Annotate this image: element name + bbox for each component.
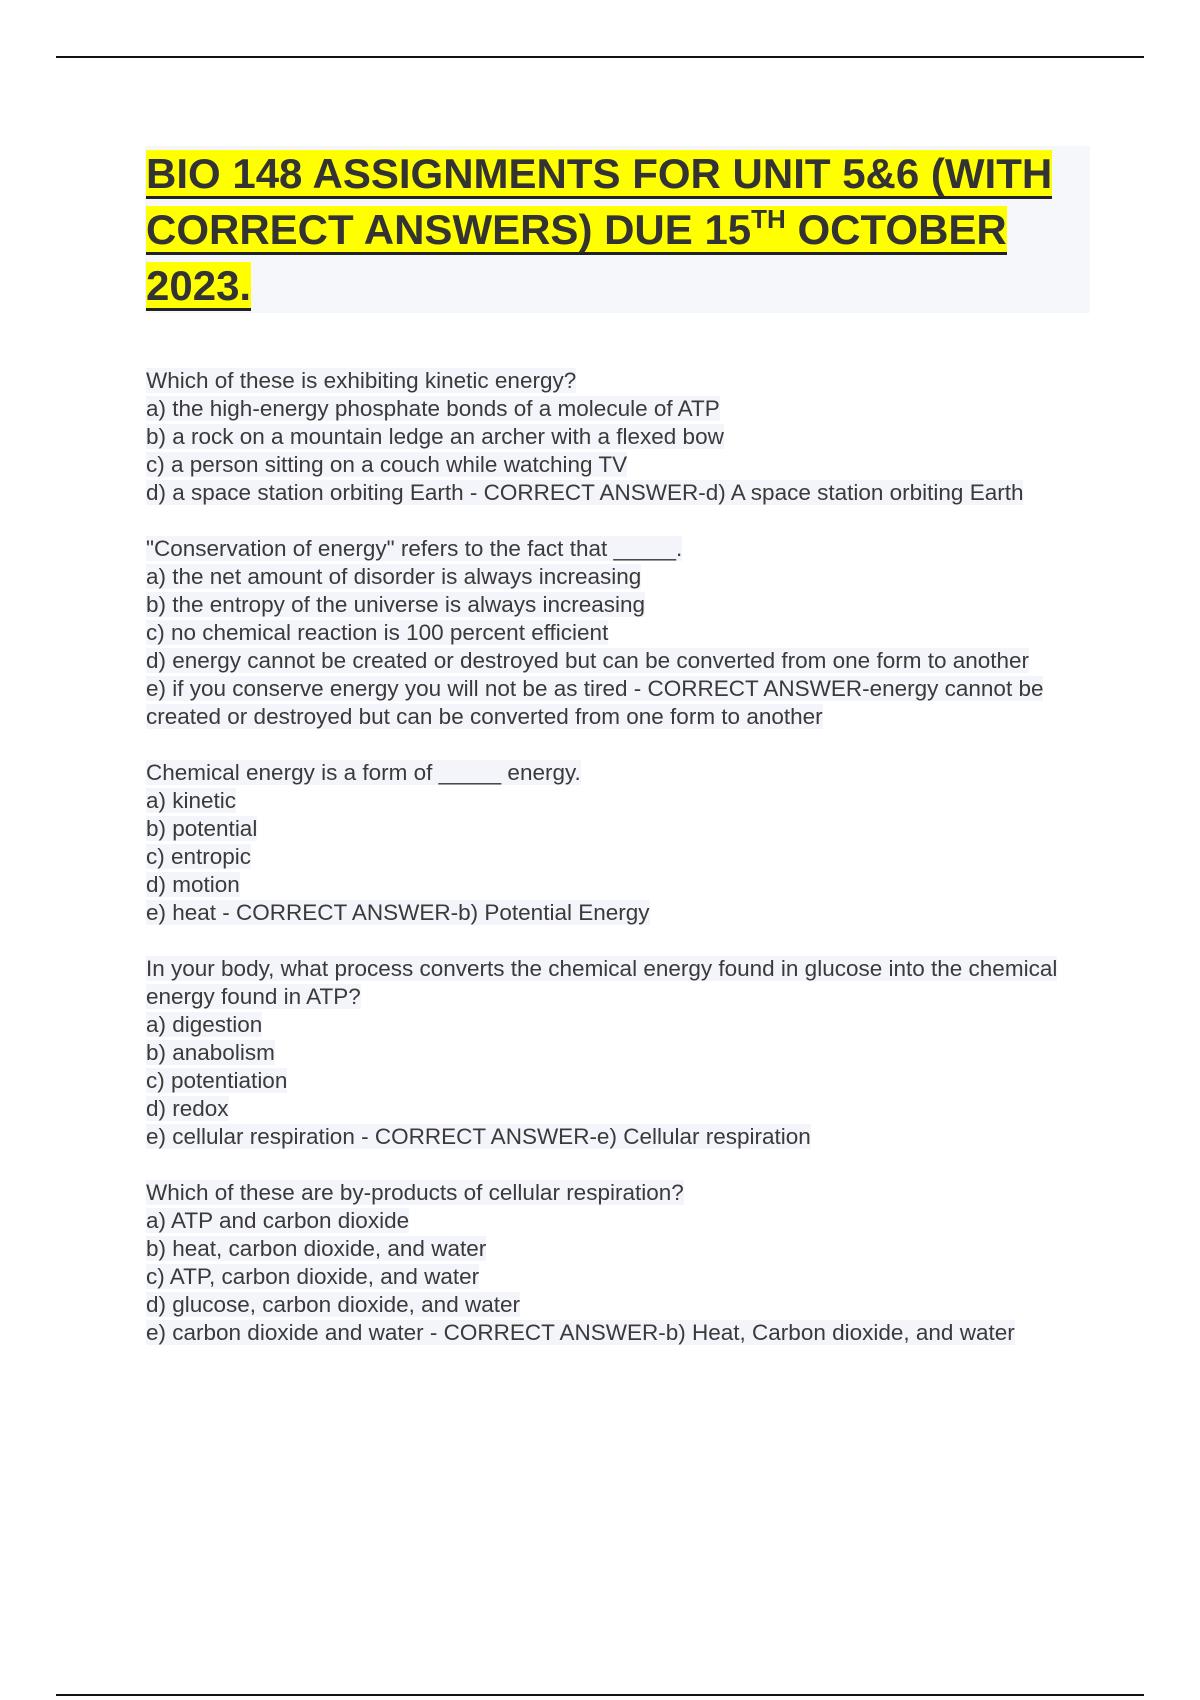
question-text-line: Chemical energy is a form of _____ energy. — [146, 760, 581, 785]
answer-option-line: c) ATP, carbon dioxide, and water — [146, 1264, 480, 1289]
answer-option — [146, 1291, 1106, 1319]
answer-option-line: d) a space station orbiting Earth - CORRECT ANSWER-d) A space station orbiting Earth — [146, 480, 1024, 505]
answer-option-line: b) the entropy of the universe is always increasing — [146, 592, 646, 617]
answer-option-line: b) a rock on a mountain ledge an archer with a flexed bow — [146, 424, 724, 449]
answer-option-line: c) no chemical reaction is 100 percent efficient — [146, 620, 609, 645]
answer-option — [146, 1235, 1106, 1263]
answer-option — [146, 479, 1106, 507]
answer-option — [146, 423, 1106, 451]
question-text — [146, 759, 1106, 787]
answer-option — [146, 619, 1106, 647]
answer-option-line: d) energy cannot be created or destroyed but can be converted from one form to another — [146, 648, 1030, 673]
answer-option-line: d) redox — [146, 1096, 229, 1121]
answer-option — [146, 1011, 1106, 1039]
answer-option-line: c) a person sitting on a couch while watching TV — [146, 452, 628, 477]
answer-option-line: c) entropic — [146, 844, 252, 869]
question-block — [146, 759, 1106, 927]
question-text-line: In your body, what process converts the chemical energy found in glucose into the chemical energy found in ATP? — [146, 956, 1058, 1009]
document-title — [146, 146, 1076, 314]
answer-option-line: d) motion — [146, 872, 240, 897]
title-end: OCTOBER 2023. — [146, 206, 1007, 309]
answer-option — [146, 1207, 1106, 1235]
title-main: BIO 148 ASSIGNMENTS FOR UNIT 5&6 (WITH CORRECT ANSWERS) DUE 15 — [146, 150, 1053, 253]
answer-option-line: a) kinetic — [146, 788, 237, 813]
answer-option — [146, 451, 1106, 479]
question-block — [146, 1179, 1106, 1347]
top-rule — [56, 56, 1144, 58]
answer-option-line: e) if you conserve energy you will not be as tired - CORRECT ANSWER-energy cannot be created or destroyed but can be converted from one form to another — [146, 676, 1044, 729]
answer-option-line: b) heat, carbon dioxide, and water — [146, 1236, 487, 1261]
answer-option-line: d) glucose, carbon dioxide, and water — [146, 1292, 520, 1317]
question-block — [146, 535, 1106, 731]
answer-option — [146, 647, 1106, 675]
question-text — [146, 955, 1106, 1011]
answer-option — [146, 1067, 1106, 1095]
title-superscript: TH — [751, 204, 786, 234]
question-text — [146, 535, 1106, 563]
question-text — [146, 1179, 1106, 1207]
answer-option — [146, 843, 1106, 871]
answer-option — [146, 1095, 1106, 1123]
answer-option — [146, 395, 1106, 423]
question-text-line: Which of these is exhibiting kinetic energy? — [146, 368, 577, 393]
answer-option-line: a) the high-energy phosphate bonds of a molecule of ATP — [146, 396, 720, 421]
answer-option — [146, 815, 1106, 843]
answer-option-line: a) digestion — [146, 1012, 263, 1037]
answer-option — [146, 1123, 1106, 1151]
question-text-line: Which of these are by-products of cellular respiration? — [146, 1180, 684, 1205]
question-block — [146, 955, 1106, 1151]
answer-option — [146, 899, 1106, 927]
answer-option — [146, 563, 1106, 591]
questions-list — [146, 367, 1106, 1375]
answer-option-line: b) potential — [146, 816, 258, 841]
answer-option — [146, 1263, 1106, 1291]
answer-option-line: e) cellular respiration - CORRECT ANSWER-e) Cellular respiration — [146, 1124, 811, 1149]
bottom-rule — [56, 1694, 1144, 1696]
answer-option-line: e) heat - CORRECT ANSWER-b) Potential Energy — [146, 900, 650, 925]
answer-option-line: b) anabolism — [146, 1040, 275, 1065]
answer-option-line: c) potentiation — [146, 1068, 288, 1093]
question-text — [146, 367, 1106, 395]
answer-option — [146, 591, 1106, 619]
answer-option-line: e) carbon dioxide and water - CORRECT ANSWER-b) Heat, Carbon dioxide, and water — [146, 1320, 1015, 1345]
answer-option — [146, 871, 1106, 899]
question-block — [146, 367, 1106, 507]
answer-option — [146, 675, 1106, 731]
answer-option — [146, 1319, 1106, 1347]
answer-option — [146, 787, 1106, 815]
answer-option — [146, 1039, 1106, 1067]
answer-option-line: a) ATP and carbon dioxide — [146, 1208, 410, 1233]
question-text-line: "Conservation of energy" refers to the fact that _____. — [146, 536, 683, 561]
answer-option-line: a) the net amount of disorder is always increasing — [146, 564, 642, 589]
